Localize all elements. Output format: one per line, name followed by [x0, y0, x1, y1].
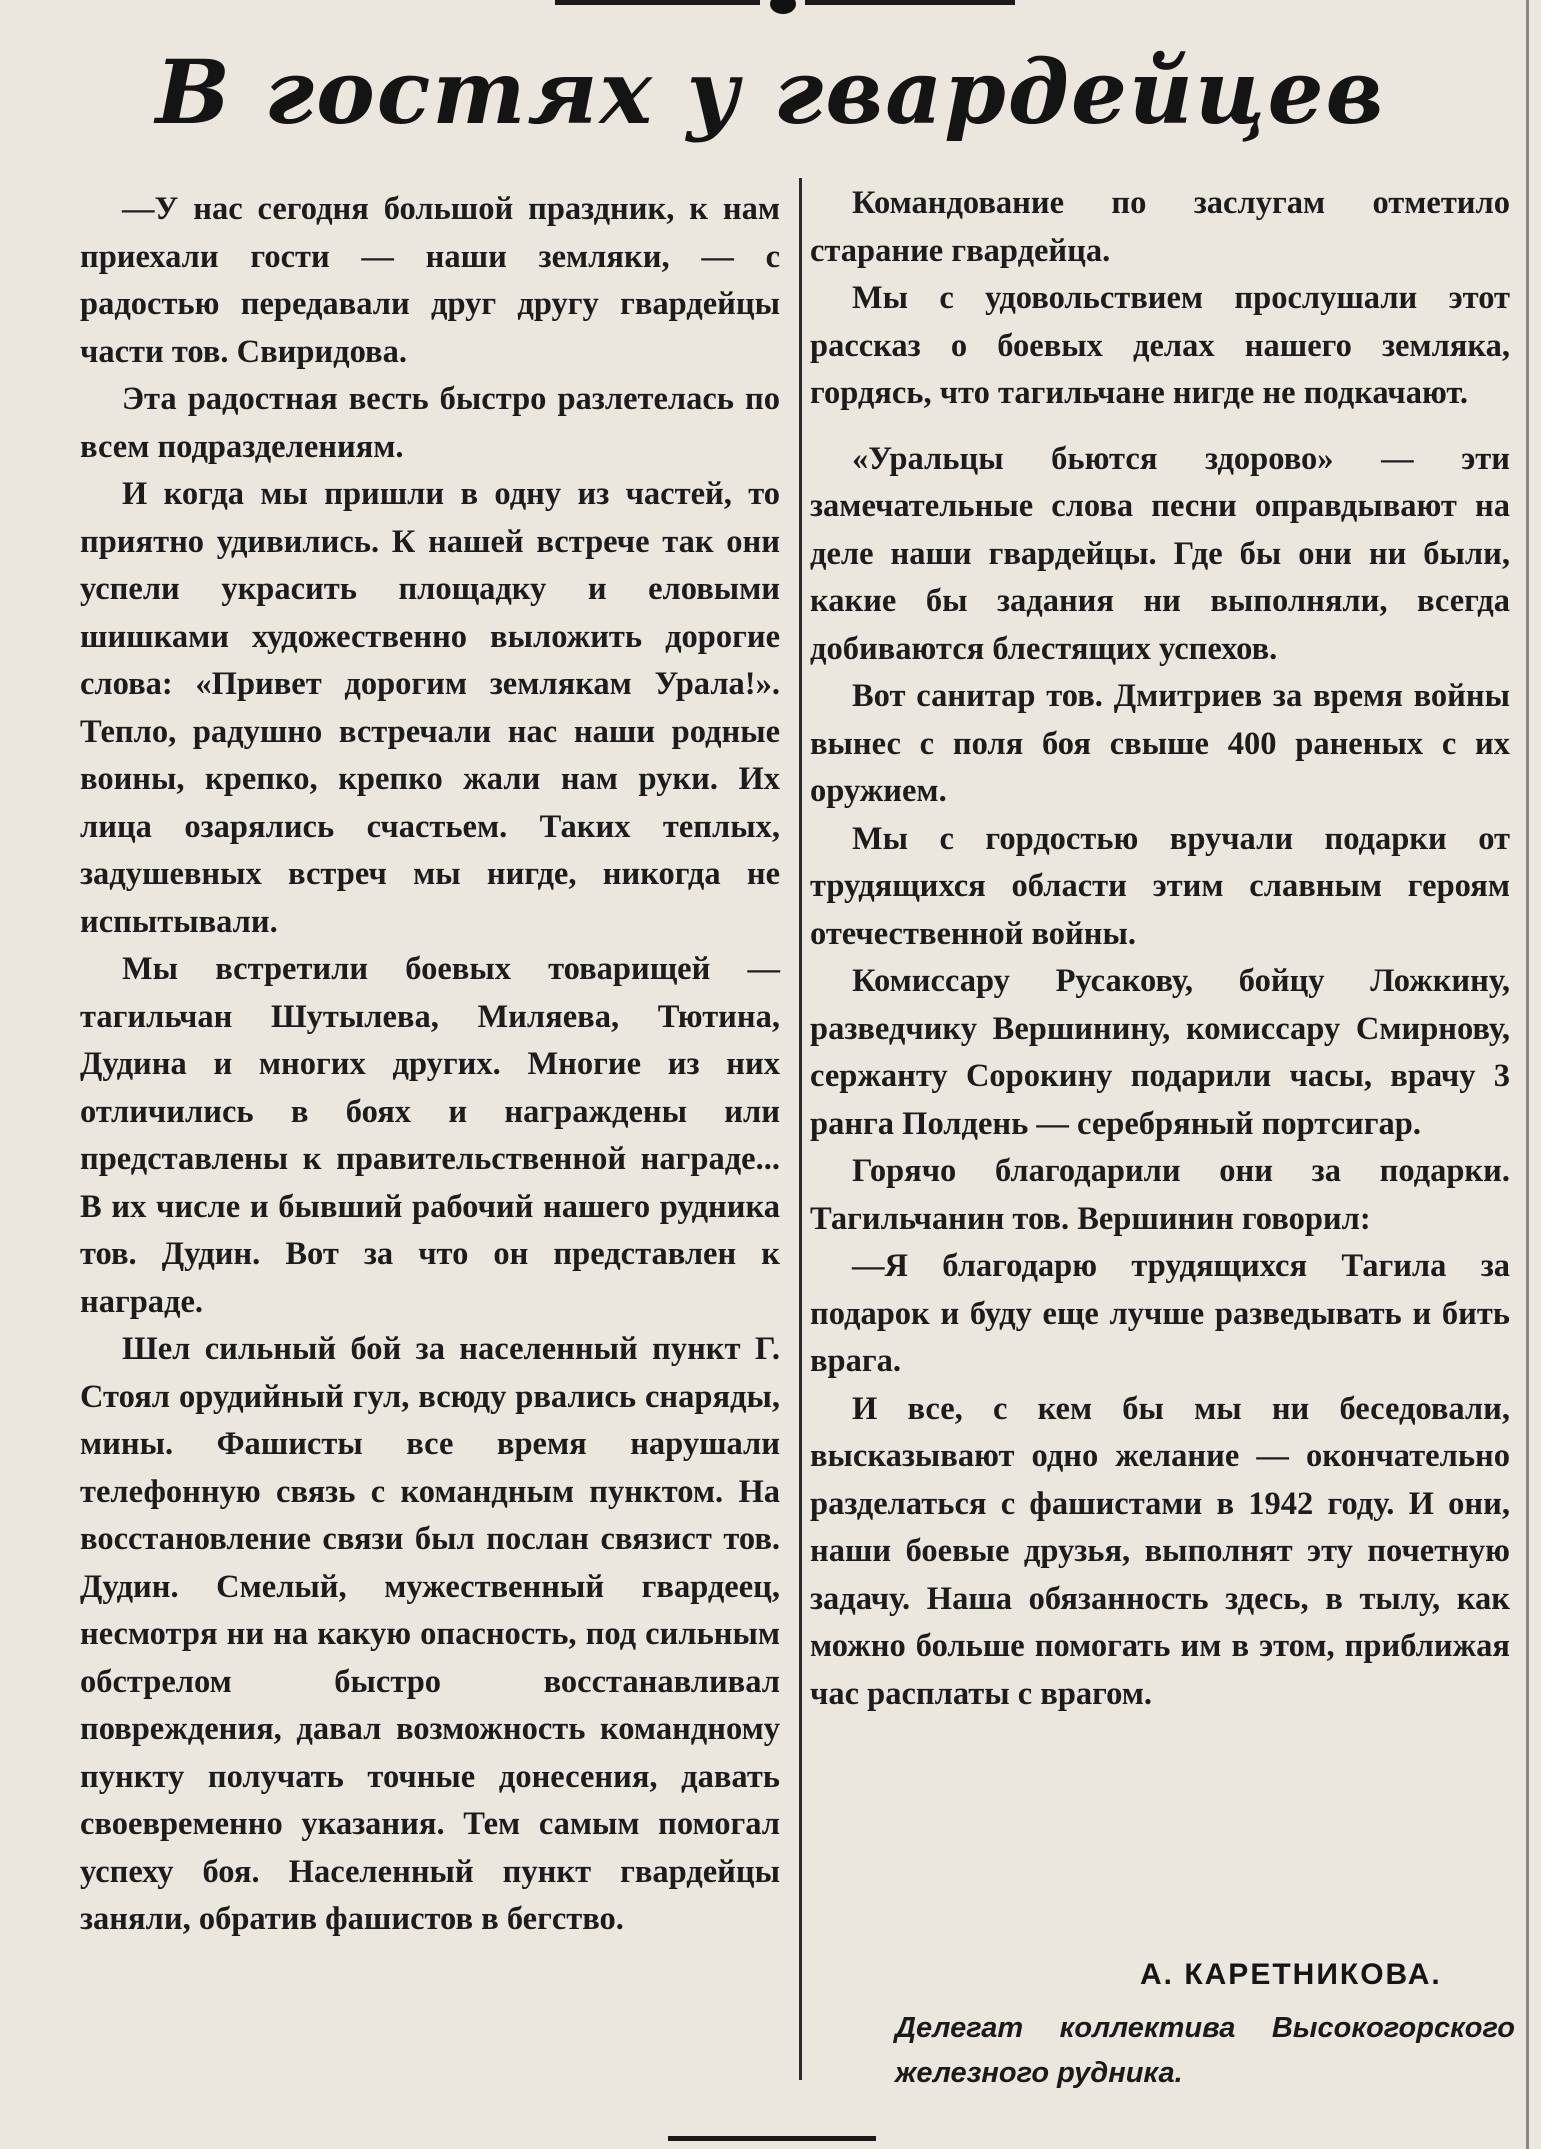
- author-signature: А. КАРЕТНИКОВА.: [1140, 1958, 1442, 1991]
- right-column: [810, 180, 1510, 1718]
- paragraph: Вот санитар тов. Дмитриев за время войны вынес с поля боя свыше 400 раненых с их оружием.: [810, 678, 1510, 809]
- paragraph: —У нас сегодня большой праздник, к нам приехали гости — наши земляки, — с радостью передавали друг другу гвардейцы части тов. Свиридова.: [80, 191, 780, 370]
- paragraph: Шел сильный бой за населенный пункт Г. Стоял орудийный гул, всюду рвались снаряды, мины. Фашисты все время нарушали телефонную связь с командным пунктом. На восстановление связи был послан связист тов. Дудин. Смелый, мужественный гвардеец, несмотря ни на какую опасность, под сильным обстрелом быстро восстанавливал повреждения, давал возможность командному пункту получать точные донесения, давать своевременно указания. Тем самым помогал успеху боя. Населенный пункт гвардейцы заняли, обратив фашистов в бегство.: [80, 1331, 780, 1937]
- top-ornament-dot: [770, 0, 796, 14]
- author-affiliation: Делегат коллектива Высокогорского железного рудника.: [895, 2012, 1515, 2089]
- article-headline: В гостях у гвардейцев: [155, 40, 1386, 144]
- top-rule-left: [555, 0, 760, 5]
- paragraph: «Уральцы бьются здорово» — эти замечательные слова песни оправдывают на деле наши гвардейцы. Где бы они ни были, какие бы задания ни выполняли, всегда добиваются блестящих успехов.: [810, 440, 1510, 667]
- paragraph: —Я благодарю трудящихся Тагила за подарок и буду еще лучше разведывать и бить врага.: [810, 1248, 1510, 1379]
- paragraph: И все, с кем бы мы ни беседовали, высказывают одно желание — окончательно разделаться с фашистами в 1942 году. И они, наши боевые друзья, выполнят эту почетную задачу. Наша обязанность здесь, в тылу, как можно больше помогать им в этом, приближая час расплаты с врагом.: [810, 1390, 1510, 1712]
- paragraph: Горячо благодарили они за подарки. Тагильчанин тов. Вершинин говорил:: [810, 1153, 1510, 1237]
- paragraph: Командование по заслугам отметило старание гвардейца.: [810, 185, 1510, 269]
- column-divider: [799, 178, 802, 2080]
- right-edge-rule: [1526, 0, 1529, 2149]
- paragraph: Мы с удовольствием прослушали этот рассказ о боевых делах нашего земляка, гордясь, что тагильчане нигде не подкачают.: [810, 280, 1510, 411]
- paragraph: И когда мы пришли в одну из частей, то приятно удивились. К нашей встрече так они успели украсить площадку и еловыми шишками художественно выложить дорогие слова: «Привет дорогим землякам Урала!». Тепло, радушно встречали нас наши родные воины, крепко, крепко жали нам руки. Их лица озарялись счастьем. Таких теплых, задушевных встреч мы нигде, никогда не испытывали.: [80, 476, 780, 940]
- bottom-rule: [668, 2136, 876, 2141]
- paragraph: Мы встретили боевых товарищей — тагильчан Шутылева, Миляева, Тютина, Дудина и многих других. Многие из них отличились в боях и награждены или представлены к правительственной награде... В их числе и бывший рабочий нашего рудника тов. Дудин. Вот за что он представлен к награде.: [80, 951, 780, 1320]
- paragraph: Мы с гордостью вручали подарки от трудящихся области этим славным героям отечественной войны.: [810, 820, 1510, 952]
- paragraph: Комиссару Русакову, бойцу Ложкину, разведчику Вершинину, комиссару Смирнову, сержанту Сорокину подарили часы, врачу 3 ранга Полдень — серебряный портсигар.: [810, 963, 1510, 1142]
- top-rule-right: [805, 0, 1015, 5]
- paragraph: Эта радостная весть быстро разлетелась по всем подразделениям.: [80, 381, 780, 465]
- left-column: [80, 186, 780, 1944]
